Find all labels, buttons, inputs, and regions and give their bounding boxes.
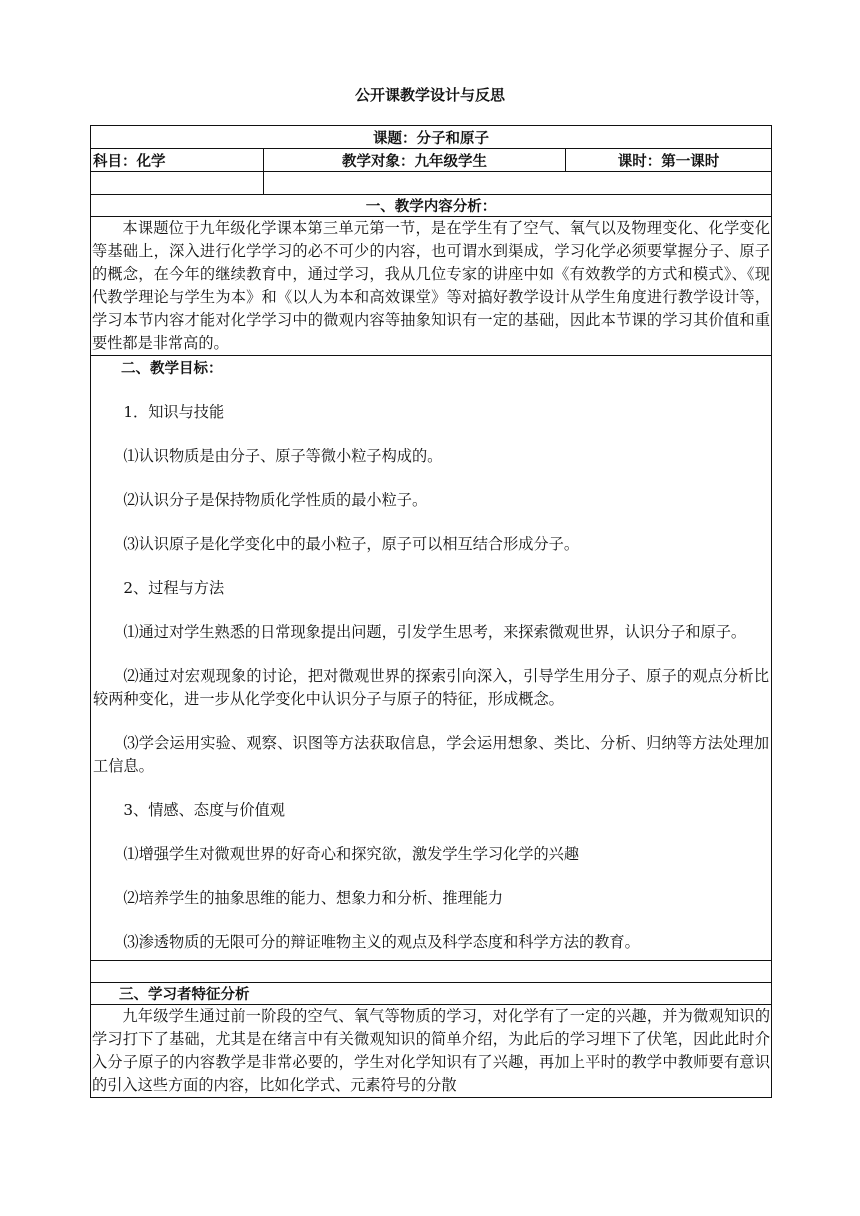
- goal-item: ⑴通过对学生熟悉的日常现象提出问题，引发学生思考，来探索微观世界，认识分子和原子。: [123, 623, 747, 641]
- empty-row: [91, 172, 772, 195]
- section3-body-cell: [91, 1005, 772, 1098]
- subject-cell: 科目：化学: [91, 149, 264, 172]
- goal-item: ⑶认识原子是化学变化中的最小粒子，原子可以相互结合形成分子。: [123, 535, 580, 553]
- audience-cell: 教学对象：九年级学生: [264, 149, 566, 172]
- spacer-row: [91, 961, 772, 983]
- goal-item: ⑵通过对宏观现象的讨论，把对微观世界的探索引向深入，引导学生用分子、原子的观点分析比较两种变化，进一步从化学变化中认识分子与原子的特征，形成概念。: [93, 667, 769, 708]
- page-title: 公开课教学设计与反思: [354, 86, 505, 104]
- empty-cell-right: [264, 172, 772, 195]
- section1-body-cell: [91, 217, 772, 356]
- goal-item: 3、情感、态度与价值观: [123, 801, 285, 819]
- goal-item: ⑶渗透物质的无限可分的辩证唯物主义的观点及科学态度和科学方法的教育。: [123, 933, 640, 951]
- section3-body: 九年级学生通过前一阶段的空气、氧气等物质的学习，对化学有了一定的兴趣，并为微观知识的学习打下了基础，尤其是在绪言中有关微观知识的简单介绍，为此后的学习埋下了伏笔，因此此时介入分子原子的内容教学是非常必要的，学生对化学知识有了兴趣，再加上平时的教学中教师要有意识的引入这些方面的内容，比如化学式、元素符号的分散: [92, 1007, 770, 1094]
- section1-body: 本课题位于九年级化学课本第三单元第一节，是在学生有了空气、氧气以及物理变化、化学变化等基础上，深入进行化学学习的必不可少的内容，也可谓水到渠成，学习化学必须要掌握分子、原子的概念，在今年的继续教育中，通过学习，我从几位专家的讲座中如《有效教学的方式和模式》、《现代教学理论与学生为本》和《以人为本和高效课堂》等对搞好教学设计从学生角度进行教学设计等，学习本节内容才能对化学学习中的微观内容等抽象知识有一定的基础，因此本节课的学习其价值和重要性都是非常高的。: [92, 219, 770, 352]
- info-row: [91, 149, 772, 172]
- empty-cell-left: [91, 172, 264, 195]
- section3-body-row: [91, 1005, 772, 1098]
- section2-heading: 二、教学目标：: [121, 361, 223, 377]
- section3-heading-row: [91, 983, 772, 1005]
- section2-cell: [91, 356, 772, 961]
- goal-item: ⑴增强学生对微观世界的好奇心和探究欲，激发学生学习化学的兴趣: [123, 845, 580, 863]
- page-bottom-margin: [0, 1100, 860, 1216]
- goal-item: ⑵认识分子是保持物质化学性质的最小粒子。: [123, 491, 428, 509]
- section1-body-row: [91, 217, 772, 356]
- section3-heading: 三、学习者特征分析: [91, 983, 772, 1005]
- section1-heading-row: [91, 195, 772, 217]
- section1-heading: 一、教学内容分析：: [91, 195, 772, 217]
- goal-item: 2、过程与方法: [123, 579, 225, 597]
- goal-item: ⑶学会运用实验、观察、识图等方法获取信息，学会运用想象、类比、分析、归纳等方法处理加工信息。: [93, 734, 769, 775]
- section2-row: [91, 356, 772, 961]
- topic-cell: 课题：分子和原子: [91, 126, 772, 149]
- goal-item: ⑴认识物质是由分子、原子等微小粒子构成的。: [123, 447, 443, 465]
- goal-item: ⑵培养学生的抽象思维的能力、想象力和分析、推理能力: [123, 889, 504, 907]
- period-cell: 课时：第一课时: [566, 149, 772, 172]
- lesson-plan-table: [90, 125, 772, 1098]
- topic-row: [91, 126, 772, 149]
- spacer-cell: [91, 961, 772, 983]
- goal-item: 1．知识与技能: [123, 403, 225, 421]
